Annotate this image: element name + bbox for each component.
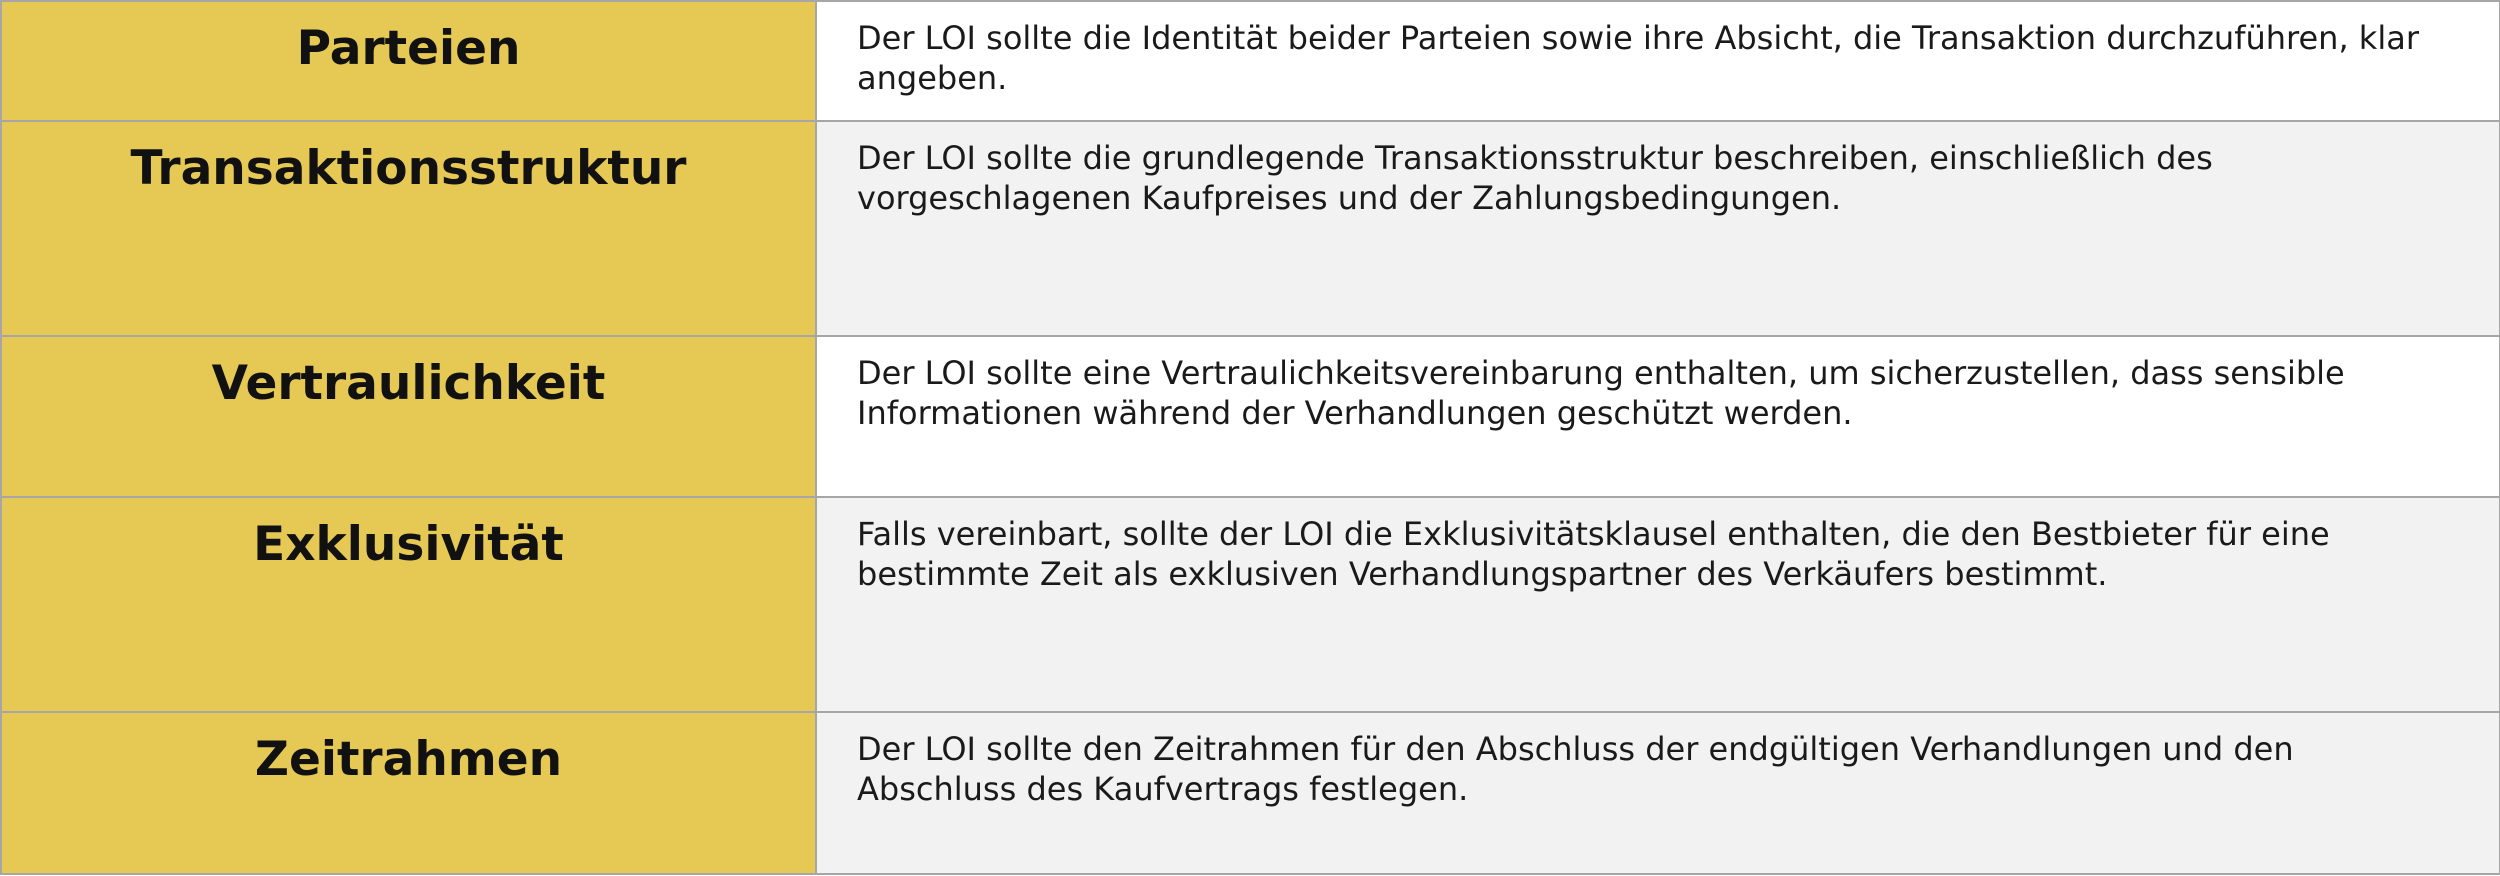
row-label-cell: [1, 336, 816, 497]
table-row-parteien: [1, 1, 2500, 121]
row-description: Falls vereinbart, sollte der LOI die Exklusivitätsklausel enthalten, die den Bestbieter für eine bestimmte Zeit als exklusiven Verhandlungspartner des Verkäufers bestimmt.: [816, 497, 2500, 712]
row-description: Der LOI sollte eine Vertraulichkeitsvereinbarung enthalten, um sicherzustellen, dass sensible Informationen während der Verhandlungen geschützt werden.: [816, 336, 2500, 497]
row-label-cell: [1, 712, 816, 874]
table-row-zeitrahmen: [1, 712, 2500, 874]
row-label-cell: [1, 1, 816, 121]
row-label: Transaktionsstruktur: [130, 141, 687, 196]
row-label: Parteien: [296, 21, 521, 76]
row-description: Der LOI sollte den Zeitrahmen für den Abschluss der endgültigen Verhandlungen und den Abschluss des Kaufvertrags festlegen.: [816, 712, 2500, 874]
row-label-cell: [1, 497, 816, 712]
row-label: Zeitrahmen: [254, 732, 563, 787]
row-label: Exklusivität: [253, 517, 564, 572]
row-label: Vertraulichkeit: [211, 356, 606, 411]
row-description: Der LOI sollte die Identität beider Parteien sowie ihre Absicht, die Transaktion durchzuführen, klar angeben.: [816, 1, 2500, 121]
table-row-transaktionsstruktur: [1, 121, 2500, 336]
table-row-exklusivitaet: [1, 497, 2500, 712]
row-label-cell: [1, 121, 816, 336]
table-row-vertraulichkeit: [1, 336, 2500, 497]
row-description: Der LOI sollte die grundlegende Transaktionsstruktur beschreiben, einschließlich des vorgeschlagenen Kaufpreises und der Zahlungsbedingungen.: [816, 121, 2500, 336]
